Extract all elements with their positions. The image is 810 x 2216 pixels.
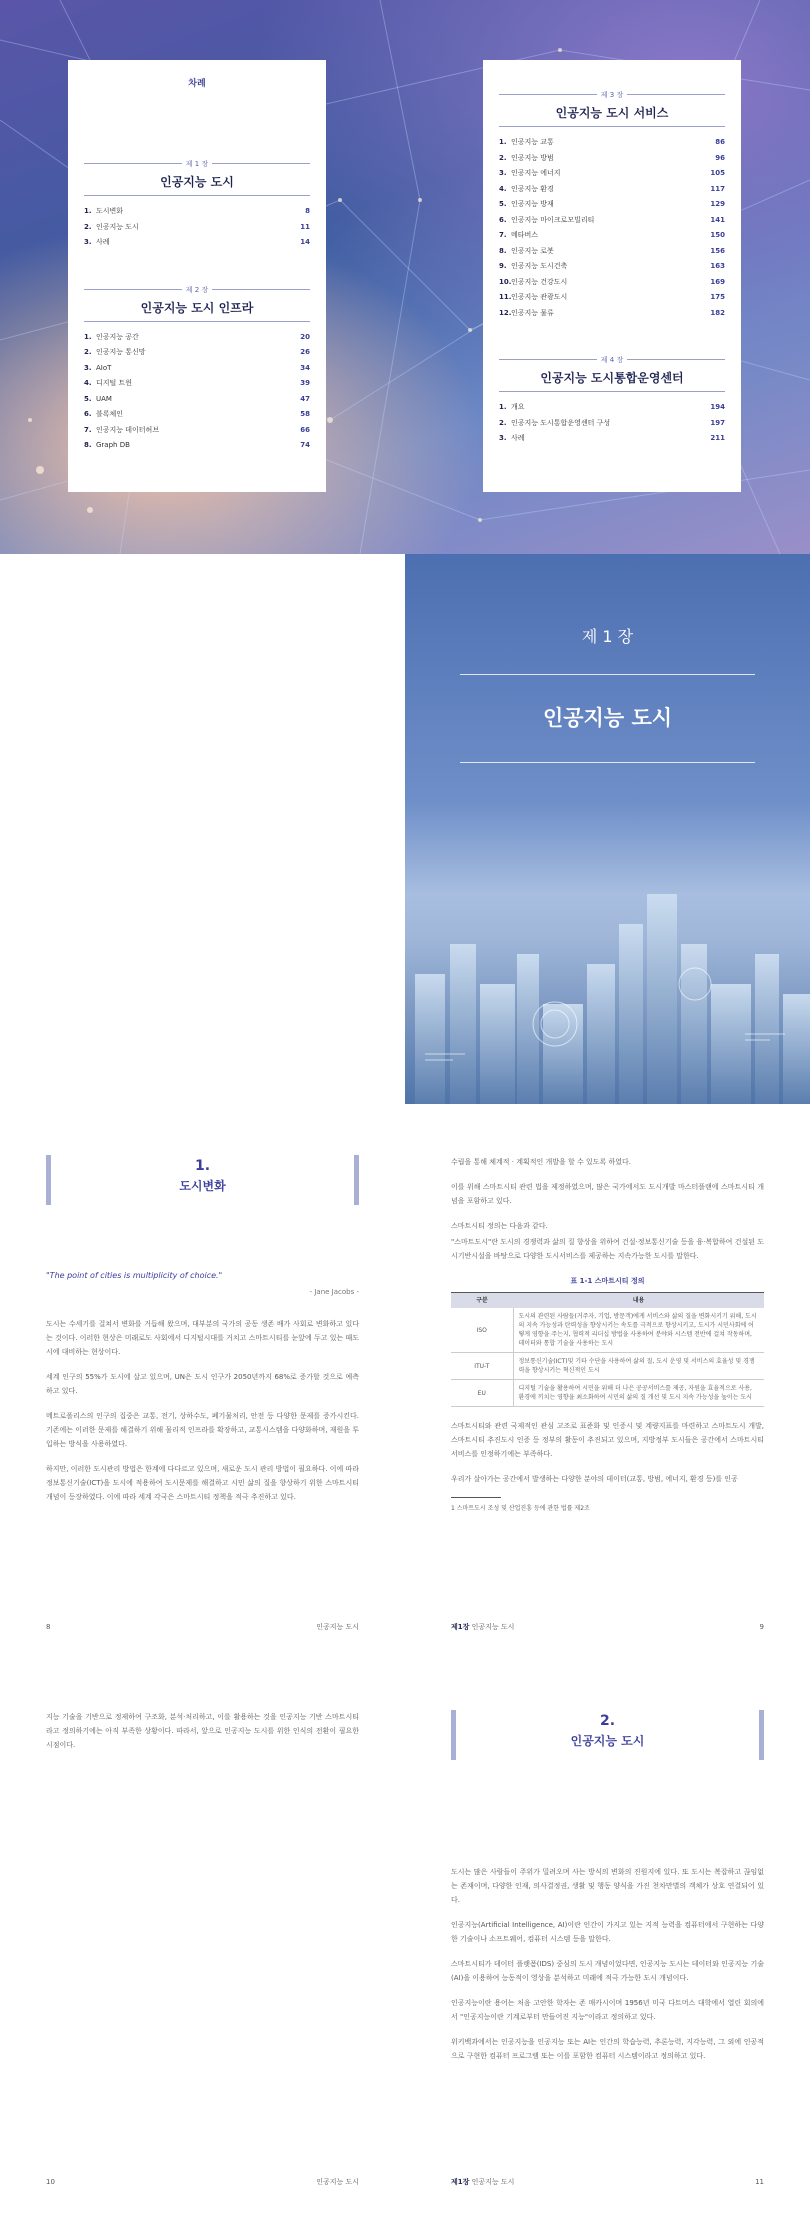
body-paragraph: 스마트시티가 데이터 플랫폼(IDS) 중심의 도시 개념이었다면, 인공지능 도시는 데이터와 인공지능 기술(AI)을 이용하여 능동적이 영상을 분석하고 미래에 적극 가능한 도시 개념이다. <box>451 1960 764 1982</box>
body-paragraph: 메트로폴리스의 인구의 집중은 교통, 전기, 상하수도, 폐기물처리, 안전 등 다양한 문제를 증가시킨다. 기존에는 이러한 문제를 해결하기 위해 물리적 인프라를 확장하고, 교통시스템을 다양화하며, 재원을 투입하는 방식을 사용하였다. <box>46 1412 359 1448</box>
table-header-row <box>451 1293 764 1309</box>
running-title <box>451 1620 514 1634</box>
table-row <box>451 1380 764 1407</box>
toc-header: 차례 <box>188 79 206 89</box>
toc-chapter-2 <box>84 285 310 454</box>
toc-item[interactable]: 4. 인공지능 환경 117 <box>499 184 725 193</box>
table-row <box>451 1353 764 1380</box>
body-paragraph: 지능 기술을 기반으로 정제하여 구조화, 분석·처리하고, 이를 활용하는 것을 인공지능 기반 스마트시티라고 정의하기에는 아직 부족한 상황이다. 따라서, 앞으로 인공지능 도시를 위한 인식의 전환이 필요한 시점이다. <box>46 1713 359 1749</box>
toc-item[interactable]: 2. 인공지능 도시 11 <box>84 222 310 231</box>
epigraph-quote: "The point of cities is multiplicity of choice." <box>46 1271 223 1280</box>
toc-item[interactable]: 4. 디지털 트윈 39 <box>84 379 310 387</box>
chapter-label: 제 2 장 <box>182 286 212 294</box>
running-title-text: 인공지능 도시 <box>471 2178 515 2186</box>
body-paragraph: 위키백과에서는 인공지능을 인공지능 또는 AI는 인간의 학습능력, 추론능력, 지각능력, 그 외에 인공적으로 구현한 컴퓨터 프로그램 또는 이를 포함한 컴퓨터 시스템이라고 정의하고 있다. <box>451 2038 764 2060</box>
epigraph-author: - Jane Jacobs - <box>309 1288 359 1296</box>
toc-spread <box>0 0 810 554</box>
running-chapter: 제1장 <box>451 2178 470 2186</box>
toc-item[interactable]: 3. AIoT 34 <box>84 363 310 372</box>
chapter-label: 제 3 장 <box>597 91 627 99</box>
table-caption: 표 1-1 스마트시티 정의 <box>570 1277 645 1285</box>
running-title-text: 인공지능 도시 <box>471 1623 515 1631</box>
toc-list <box>84 330 310 454</box>
body-paragraph: 우리가 살아가는 공간에서 발생하는 다양한 분야의 데이터(교통, 방범, 에너지, 환경 등)를 인공 <box>451 1475 738 1483</box>
body-paragraph: 수립을 통해 체계적 · 계획적인 개발을 할 수 있도록 하였다. <box>451 1158 632 1166</box>
toc-item[interactable]: 8. Graph DB 74 <box>84 441 310 449</box>
toc-item[interactable]: 1. 도시변화 8 <box>84 207 310 215</box>
body-paragraph: 도시는 많은 사람들이 주위가 밀려오며 사는 방식의 변화의 진원지에 있다. 또 도시는 복잡하고 끊임없는 존재이며, 다양한 인재, 의사결정권, 생활 및 행동 양식을 가진 천차만별의 객체가 상호 연결되어 있다. <box>451 1868 764 1904</box>
toc-card-left <box>68 60 326 492</box>
table-header: 구분 <box>451 1293 513 1309</box>
footnote: 1 스마트도시 조성 및 산업진흥 등에 관한 법률 제2조 <box>451 1505 590 1512</box>
chapter-opener <box>405 554 810 1104</box>
chapter-title: 인공지능 도시 <box>84 173 310 196</box>
table-cell-value: 정보통신기술(ICT)및 기타 수단을 사용하여 삶의 질, 도시 운영 및 서비스의 효율성 및 경쟁력을 향상시키는 혁신적인 도시 <box>513 1353 764 1380</box>
table-cell-key: ITU-T <box>451 1353 513 1380</box>
toc-chapter-1 <box>84 159 310 251</box>
toc-item[interactable]: 5. UAM 47 <box>84 394 310 403</box>
page-8 <box>0 1105 405 1660</box>
toc-item[interactable]: 2. 인공지능 도시통합운영센터 구성 197 <box>499 418 725 427</box>
body-paragraph: 세계 인구의 55%가 도시에 살고 있으며, UN은 도시 인구가 2050년까지 68%로 증가할 것으로 예측하고 있다. <box>46 1373 359 1395</box>
toc-item[interactable]: 7. 메타버스 150 <box>499 231 725 239</box>
section-heading-box <box>46 1155 359 1205</box>
page-number: 9 <box>759 1623 764 1631</box>
toc-card-right <box>483 60 741 492</box>
toc-item[interactable]: 3. 사례 14 <box>84 238 310 246</box>
table-header: 내용 <box>513 1293 764 1309</box>
running-title: 인공지능 도시 <box>316 2178 359 2186</box>
toc-item[interactable]: 11. 인공지능 관광도시 175 <box>499 293 725 301</box>
toc-item[interactable]: 1. 인공지능 공간 20 <box>84 332 310 341</box>
toc-item[interactable]: 3. 인공지능 에너지 105 <box>499 169 725 177</box>
body-paragraph: "스마트도시"란 도시의 경쟁력과 삶의 질 향상을 위하여 건설·정보통신기술 등을 융·복합하여 건설된 도시기반시설을 바탕으로 다양한 도시서비스를 제공하는 지속가능한 도시를 말한다. <box>451 1238 764 1260</box>
chapter-title: 인공지능 도시 서비스 <box>499 104 725 127</box>
running-title: 인공지능 도시 <box>316 1623 359 1631</box>
toc-item[interactable]: 1. 인공지능 교통 86 <box>499 138 725 146</box>
toc-chapter-3 <box>499 90 725 321</box>
toc-list <box>499 400 725 447</box>
page-10 <box>0 1660 405 2216</box>
table-cell-value: 도시의 관련된 사람들(거주자, 기업, 방문객)에게 서비스와 삶의 질을 변화시키기 위해, 도시의 지속 가능성과 탄력성을 향상시키는 속도를 극적으로 향상시키고, 도시가 시민사회에 어떻게 영향을 주는지, 협력적 리더십 방법을 사용하여 분야와 시스템 전반에 걸쳐 작동하며, 데이터와 통합 기술을 사용하는 도시 <box>513 1308 764 1353</box>
toc-item[interactable]: 7. 인공지능 데이터허브 66 <box>84 425 310 434</box>
page-11 <box>405 1660 810 2216</box>
running-chapter: 제1장 <box>451 1623 470 1631</box>
page-number: 11 <box>755 2178 764 2186</box>
chapter-title: 인공지능 도시 인프라 <box>84 299 310 322</box>
section-title: 인공지능 도시 <box>570 1734 645 1748</box>
section-number: 1. <box>194 1158 211 1174</box>
toc-item[interactable]: 1. 개요 194 <box>499 403 725 411</box>
definition-table <box>451 1292 764 1407</box>
toc-item[interactable]: 3. 사례 211 <box>499 434 725 442</box>
toc-item[interactable]: 2. 인공지능 통신망 26 <box>84 348 310 356</box>
toc-item[interactable]: 2. 인공지능 방범 96 <box>499 153 725 162</box>
body-paragraph: 스마트시티 정의는 다음과 같다. <box>451 1222 548 1230</box>
toc-item[interactable]: 5. 인공지능 방재 129 <box>499 200 725 208</box>
table-cell-key: ISO <box>451 1308 513 1353</box>
toc-list <box>499 135 725 321</box>
page-number: 10 <box>46 2178 55 2186</box>
body-paragraph: 이를 위해 스마트시티 관련 법을 제정하였으며, 많은 국가에서도 도시개발 마스터플랜에 스마트시티 개념을 포함하고 있다. <box>451 1183 764 1205</box>
running-title <box>451 2175 514 2189</box>
toc-item[interactable]: 10. 인공지능 건강도시 169 <box>499 277 725 286</box>
opener-chapter-label: 제 1 장 <box>581 627 634 646</box>
body-paragraph: 스마트시티와 관련 국제적인 관심 고조로 표준화 및 인증시 및 계량지표를 마련하고 스마트도시 개발, 스마트시티 추진도시 인증 등 정부의 활동이 추진되고 있으며, 지방정부 도시들은 공간에서 스마트시티 서비스를 인정하기에는 부족하다. <box>451 1422 764 1458</box>
footnote-rule <box>451 1497 501 1498</box>
toc-item[interactable]: 9. 인공지능 도시건축 163 <box>499 262 725 270</box>
page-9 <box>405 1105 810 1660</box>
section-title: 도시변화 <box>179 1179 226 1193</box>
page-number: 8 <box>46 1623 51 1631</box>
opener-title: 인공지능 도시 <box>542 706 673 730</box>
table-cell-key: EU <box>451 1380 513 1407</box>
toc-item[interactable]: 8. 인공지능 로봇 156 <box>499 246 725 255</box>
body-paragraph: 도시는 수세기를 걸쳐서 변화를 거듭해 왔으며, 대부분의 국가의 공동 생존 배가 사회로 변화하고 있다는 것이다. 이러한 현상은 미래로도 사회에서 디지털시대를 거치고 스마트시티를 눈앞에 두고 있는 때도시에 대비하는 현상이다. <box>46 1320 359 1356</box>
chapter-title: 인공지능 도시통합운영센터 <box>499 369 725 392</box>
toc-list <box>84 204 310 251</box>
body-paragraph: 인공지능(Artificial Intelligence, AI)이란 인간이 가지고 있는 지적 능력을 컴퓨터에서 구현하는 다양한 기술이나 소프트웨어, 컴퓨터 시스템 등을 말한다. <box>451 1921 764 1943</box>
chapter-label: 제 4 장 <box>597 356 627 364</box>
toc-item[interactable]: 6. 인공지능 마이크로모빌리티 141 <box>499 215 725 224</box>
table-row <box>451 1308 764 1353</box>
section-number: 2. <box>599 1713 616 1729</box>
table-cell-value: 디지털 기술을 활용하여 시민을 위해 더 나은 공공서비스를 제공, 자원을 효율적으로 사용, 환경에 끼치는 영향을 최소화하여 시민의 삶의 질 개선 및 도시 지속 가능성을 높이는 도시 <box>513 1380 764 1407</box>
chapter-label: 제 1 장 <box>182 160 212 168</box>
city-skyline-illustration <box>405 554 810 1104</box>
section-heading-box <box>451 1710 764 1760</box>
toc-chapter-4 <box>499 355 725 447</box>
toc-item[interactable]: 6. 블록체인 58 <box>84 410 310 418</box>
body-paragraph: 인공지능이란 용어는 처음 고안한 학자는 존 매카시이며 1956년 미국 다트머스 대학에서 열린 회의에서 "인공지능이란 기계로부터 만들어진 지능"이라고 정의하고 있다. <box>451 1999 764 2021</box>
body-paragraph: 하지만, 이러한 도시관리 방법은 한계에 다다르고 있으며, 새로운 도시 관리 방법이 필요하다. 이에 따라 정보통신기술(ICT)을 도시에 적용하여 도시문제를 해결하고 시민 삶의 질을 향상하기 위한 스마트시티 개념이 등장하였다. 이에 따라 세계 각국은 스마트시티 정책을 적극 추진하고 있다. <box>46 1465 359 1501</box>
toc-item[interactable]: 12. 인공지능 물류 182 <box>499 308 725 317</box>
